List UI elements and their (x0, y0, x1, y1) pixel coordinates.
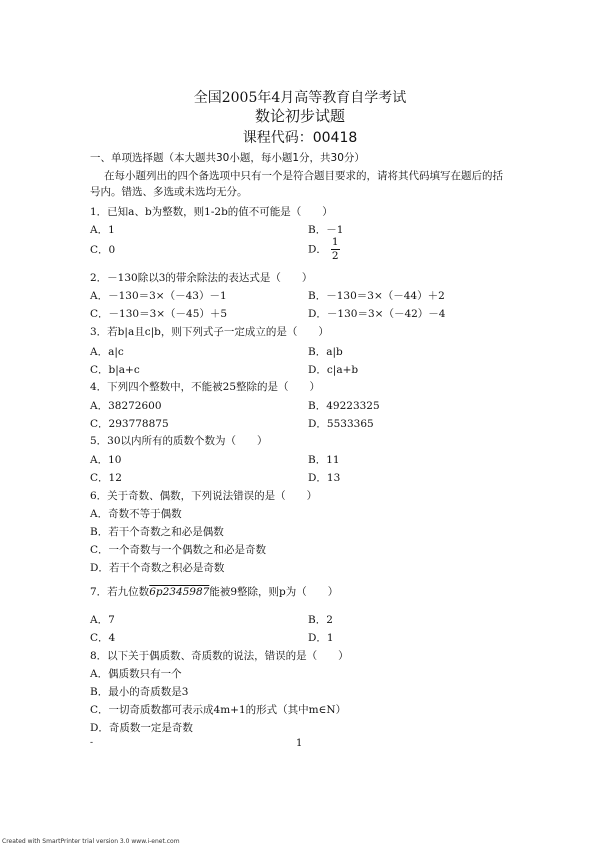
question-6-option-c: C．一个奇数与一个偶数之和必是奇数 (90, 544, 267, 556)
question-8-option-a: A．偶质数只有一个 (90, 668, 182, 680)
question-8-stem: 8．以下关于偶质数、奇质数的说法，错误的是（ ） (90, 650, 349, 662)
question-7-option-a: A．7 (90, 614, 115, 626)
question-3-stem: 3．若b|a且c|b，则下列式子一定成立的是（ ） (90, 326, 329, 338)
section-instruction-line1: 在每小题列出的四个备选项中只有一个是符合题目要求的，请将其代码填写在题后的括 (104, 170, 503, 182)
question-7-option-c: C．4 (90, 632, 116, 644)
question-3-option-a: A．a|c (90, 346, 124, 358)
fraction-denominator: 2 (331, 250, 339, 262)
question-2-option-a: A．－130＝3×（－43）－1 (90, 290, 227, 302)
question-8-option-d: D．奇质数一定是奇数 (90, 722, 193, 734)
question-6-option-d: D．若干个奇数之积必是奇数 (90, 562, 225, 574)
fraction-numerator: 1 (331, 236, 339, 248)
watermark-text: Created with SmartPrinter trial version 3.0 www.i-enet.com (2, 838, 180, 845)
question-2-option-d: D．－130＝3×（－42）－4 (308, 308, 446, 320)
footer-marker: - (90, 738, 94, 748)
question-5-stem: 5．30以内所有的质数个数为（ ） (90, 435, 268, 447)
question-2-stem: 2．－130除以3的带余除法的表达式是（ ） (90, 272, 313, 284)
question-1-option-b: B．－1 (308, 224, 344, 236)
question-1-option-a: A．1 (90, 224, 115, 236)
question-7-stem (90, 584, 338, 599)
question-7-option-b: B．2 (308, 614, 333, 626)
exam-course-code: 课程代码：00418 (242, 130, 358, 146)
question-1-option-d (308, 236, 340, 263)
question-7-stem-suffix: 能被9整除，则p为（ ） (209, 586, 339, 598)
question-8-option-b: B．最小的奇质数是3 (90, 686, 189, 698)
question-7-option-d: D．1 (308, 632, 334, 644)
question-4-option-c: C．293778875 (90, 418, 169, 430)
question-5-option-c: C．12 (90, 472, 122, 484)
question-2-option-c: C．－130＝3×（－45）＋5 (90, 308, 228, 320)
question-5-option-d: D．13 (308, 472, 341, 484)
question-1-option-c: C．0 (90, 244, 116, 256)
section-heading: 一、单项选择题（本大题共30小题，每小题1分，共30分） (90, 152, 365, 164)
question-2-option-b: B．－130＝3×（－44）＋2 (308, 290, 445, 302)
question-4-option-b: B．49223325 (308, 400, 380, 412)
question-3-option-d: D．c|a+b (308, 364, 359, 376)
question-5-option-b: B．11 (308, 454, 340, 466)
question-8-option-c: C．一切奇质数都可表示成4m+1的形式（其中m∈N） (90, 704, 347, 716)
question-4-stem: 4．下列四个整数中，不能被25整除的是（ ） (90, 381, 321, 393)
question-1-option-d-label: D． (308, 243, 327, 256)
question-7-stem-prefix: 7．若九位数 (90, 586, 150, 598)
question-6-option-b: B．若干个奇数之和必是偶数 (90, 526, 224, 538)
exam-title-line1: 全国2005年4月高等教育自学考试 (193, 90, 407, 106)
question-1-stem: 1．已知a、b为整数，则1-2b的值不可能是（ ） (90, 206, 333, 218)
question-5-option-a: A．10 (90, 454, 122, 466)
question-6-option-a: A．奇数不等于偶数 (90, 508, 182, 520)
question-4-option-d: D．5533365 (308, 418, 374, 430)
question-3-option-b: B．a|b (308, 346, 343, 358)
section-instruction-line2: 号内。错选、多选或未选均无分。 (90, 186, 248, 198)
question-3-option-c: C．b|a+c (90, 364, 140, 376)
question-4-option-a: A．38272600 (90, 400, 162, 412)
exam-title-subject: 数论初步试题 (254, 107, 345, 125)
fraction-one-half (331, 236, 340, 263)
question-6-stem: 6．关于奇数、偶数，下列说法错误的是（ ） (90, 490, 318, 502)
page-number: 1 (296, 738, 303, 749)
nine-digit-number-overlined: 6p2345987 (149, 586, 210, 598)
